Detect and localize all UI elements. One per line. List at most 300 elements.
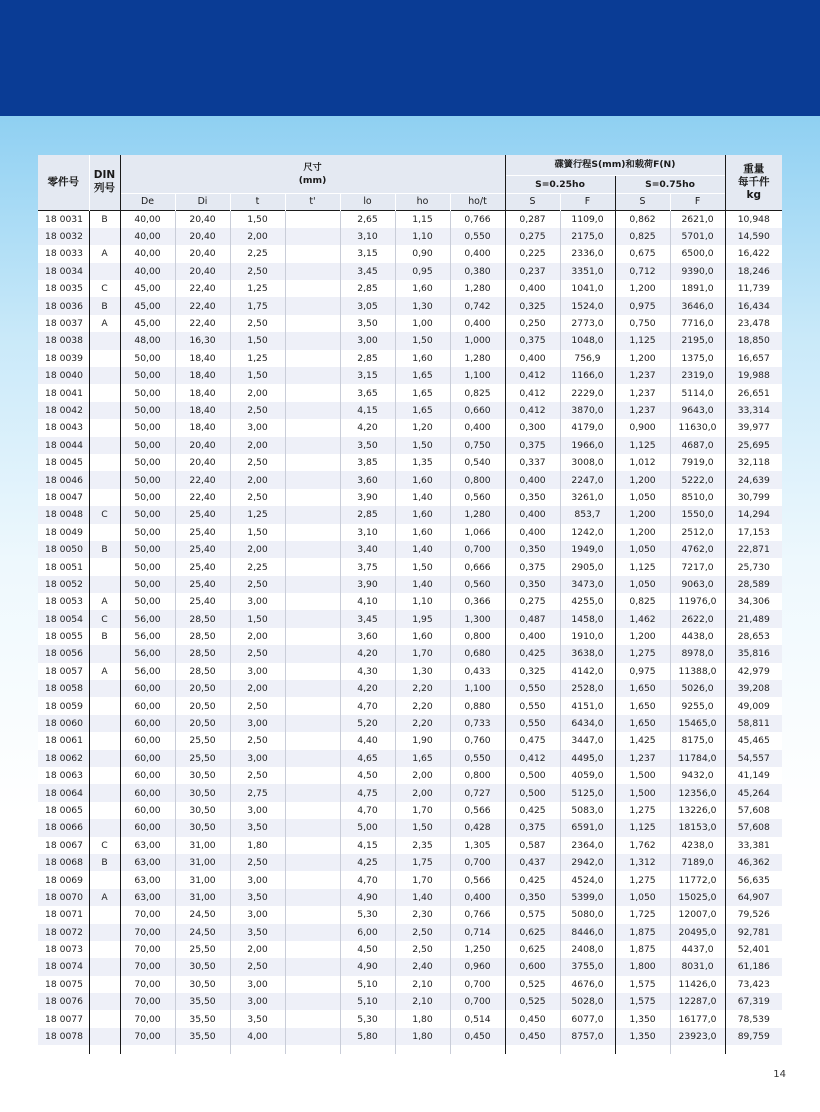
table-row [38, 315, 782, 332]
header-s-025: S=0.25ho [505, 175, 615, 193]
cell-weight: 25,695 [725, 437, 782, 454]
cell-weight: 45,465 [725, 732, 782, 749]
table-row [38, 245, 782, 262]
cell-s2: 1,500 [615, 784, 670, 801]
cell-s1: 0,400 [505, 506, 560, 523]
cell-weight: 57,608 [725, 802, 782, 819]
cell-part-no: 18 0036 [38, 297, 89, 314]
cell-de: 70,00 [120, 924, 175, 941]
cell-de: 40,00 [120, 210, 175, 228]
cell-ho-t: 0,400 [450, 889, 505, 906]
table-row [38, 697, 782, 714]
cell-weight: 23,478 [725, 315, 782, 332]
cell-t: 1,25 [230, 350, 285, 367]
cell-f2: 11630,0 [670, 419, 725, 436]
cell-t-prime [285, 871, 340, 888]
cell-lo: 4,75 [340, 784, 395, 801]
cell-f1: 4676,0 [560, 976, 615, 993]
cell-f2: 15025,0 [670, 889, 725, 906]
cell-de: 63,00 [120, 837, 175, 854]
cell-ho-t: 1,250 [450, 941, 505, 958]
table-row [38, 367, 782, 384]
table-row [38, 854, 782, 871]
cell-ho: 1,60 [395, 506, 450, 523]
cell-ho-t: 0,540 [450, 454, 505, 471]
cell-de: 50,00 [120, 593, 175, 610]
cell-f1: 2364,0 [560, 837, 615, 854]
cell-t-prime [285, 558, 340, 575]
cell-f2: 9390,0 [670, 263, 725, 280]
cell-t: 2,50 [230, 489, 285, 506]
cell-weight: 16,422 [725, 245, 782, 262]
cell-s2: 1,050 [615, 541, 670, 558]
cell-part-no: 18 0074 [38, 958, 89, 975]
cell-din-series: B [89, 210, 120, 228]
cell-weight: 10,948 [725, 210, 782, 228]
cell-weight: 54,557 [725, 750, 782, 767]
col-f2: F [670, 193, 725, 210]
cell-f1: 2408,0 [560, 941, 615, 958]
cell-s1: 0,525 [505, 993, 560, 1010]
cell-di: 25,40 [175, 576, 230, 593]
cell-di: 20,40 [175, 454, 230, 471]
cell-di: 20,40 [175, 437, 230, 454]
cell-din-series [89, 367, 120, 384]
cell-f2: 8510,0 [670, 489, 725, 506]
cell-lo: 4,30 [340, 663, 395, 680]
cell-f2: 18153,0 [670, 819, 725, 836]
cell-s1: 0,350 [505, 889, 560, 906]
cell-s1: 0,325 [505, 663, 560, 680]
cell-s1: 0,350 [505, 489, 560, 506]
cell-din-series [89, 941, 120, 958]
cell-part-no: 18 0042 [38, 402, 89, 419]
col-s1: S [505, 193, 560, 210]
cell-weight: 33,314 [725, 402, 782, 419]
cell-weight: 56,635 [725, 871, 782, 888]
cell-din-series [89, 402, 120, 419]
cell-f2: 2319,0 [670, 367, 725, 384]
cell-s2: 1,800 [615, 958, 670, 975]
cell-s1: 0,587 [505, 837, 560, 854]
cell-lo: 4,20 [340, 645, 395, 662]
cell-di: 18,40 [175, 384, 230, 401]
cell-din-series [89, 524, 120, 541]
cell-s1: 0,550 [505, 680, 560, 697]
cell-part-no: 18 0067 [45, 839, 83, 851]
cell-part-no: 18 0050 [38, 541, 89, 558]
cell-de: 50,00 [120, 402, 175, 419]
cell-part-no: 18 0069 [45, 874, 83, 886]
header-dims-line2: (mm) [298, 174, 327, 186]
filler-cell [38, 1045, 89, 1054]
cell-part-no: 18 0051 [45, 561, 83, 573]
cell-lo: 3,15 [340, 245, 395, 262]
cell-din-series [89, 924, 120, 941]
cell-t: 3,50 [230, 819, 285, 836]
cell-ho: 1,15 [395, 210, 450, 228]
cell-weight: 19,988 [725, 367, 782, 384]
cell-din-series [89, 645, 120, 662]
cell-f2: 2622,0 [670, 610, 725, 627]
cell-f1: 5399,0 [560, 889, 615, 906]
cell-s2: 1,050 [615, 889, 670, 906]
cell-weight: 16,434 [725, 297, 782, 314]
cell-ho-t: 0,400 [450, 419, 505, 436]
cell-f2: 13226,0 [670, 802, 725, 819]
cell-t-prime [285, 1028, 340, 1045]
table-row [38, 576, 782, 593]
cell-part-no: 18 0031 [38, 210, 89, 228]
cell-ho: 2,10 [395, 976, 450, 993]
cell-ho-t: 0,366 [450, 593, 505, 610]
cell-de: 40,00 [120, 228, 175, 245]
cell-lo: 4,10 [340, 593, 395, 610]
header-din-line1: DIN [93, 169, 116, 182]
cell-t: 2,00 [230, 384, 285, 401]
cell-f1: 3008,0 [560, 454, 615, 471]
cell-weight: 26,651 [725, 384, 782, 401]
cell-weight: 79,526 [725, 906, 782, 923]
cell-ho: 2,00 [395, 784, 450, 801]
cell-lo: 4,20 [340, 419, 395, 436]
cell-s1: 0,487 [505, 610, 560, 627]
cell-lo: 5,30 [340, 906, 395, 923]
cell-t: 3,00 [230, 871, 285, 888]
cell-lo: 2,65 [340, 210, 395, 228]
cell-s2: 1,650 [615, 697, 670, 714]
cell-di: 25,40 [175, 558, 230, 575]
cell-weight: 22,871 [725, 541, 782, 558]
cell-ho: 1,60 [395, 628, 450, 645]
cell-ho: 2,20 [395, 715, 450, 732]
cell-f1: 1458,0 [560, 610, 615, 627]
cell-t: 2,50 [230, 958, 285, 975]
cell-t: 2,00 [230, 680, 285, 697]
cell-lo: 3,50 [340, 315, 395, 332]
cell-s1: 0,400 [505, 280, 560, 297]
cell-f2: 8175,0 [670, 732, 725, 749]
cell-ho: 2,40 [395, 958, 450, 975]
cell-t: 1,50 [230, 610, 285, 627]
cell-s2: 1,725 [615, 906, 670, 923]
cell-part-no: 18 0044 [38, 437, 89, 454]
table-row [38, 663, 782, 680]
cell-t: 2,50 [230, 402, 285, 419]
cell-f1: 2905,0 [560, 558, 615, 575]
cell-de: 50,00 [120, 419, 175, 436]
table-row [38, 593, 782, 610]
cell-s1: 0,412 [505, 402, 560, 419]
cell-part-no: 18 0034 [38, 263, 89, 280]
cell-s1: 0,375 [505, 437, 560, 454]
cell-part-no: 18 0043 [45, 422, 83, 434]
cell-t: 2,00 [230, 471, 285, 488]
cell-lo: 2,85 [340, 506, 395, 523]
cell-weight: 33,381 [725, 837, 782, 854]
cell-ho-t: 0,400 [450, 315, 505, 332]
cell-s1: 0,375 [505, 558, 560, 575]
cell-de: 70,00 [120, 941, 175, 958]
cell-ho: 2,50 [395, 924, 450, 941]
cell-s2: 1,875 [615, 941, 670, 958]
cell-ho-t: 0,700 [450, 976, 505, 993]
cell-ho: 2,35 [395, 837, 450, 854]
cell-de: 45,00 [120, 315, 175, 332]
cell-ho-t: 0,566 [450, 871, 505, 888]
cell-f1: 2773,0 [560, 315, 615, 332]
cell-t-prime [285, 541, 340, 558]
cell-din-series [89, 993, 120, 1010]
cell-s2: 1,050 [615, 576, 670, 593]
cell-de: 50,00 [120, 489, 175, 506]
cell-di: 25,50 [175, 732, 230, 749]
table-row [38, 280, 782, 297]
header-din-series [89, 155, 120, 210]
cell-ho-t: 1,305 [450, 837, 505, 854]
cell-di: 22,40 [175, 280, 230, 297]
cell-din-series [89, 697, 120, 714]
cell-lo: 3,15 [340, 367, 395, 384]
cell-lo: 5,00 [340, 819, 395, 836]
cell-de: 60,00 [120, 802, 175, 819]
cell-part-no: 18 0047 [45, 491, 83, 503]
cell-din-series [89, 819, 120, 836]
cell-t: 2,50 [230, 767, 285, 784]
cell-t: 2,50 [230, 263, 285, 280]
cell-s2: 1,200 [615, 350, 670, 367]
cell-lo: 3,50 [340, 437, 395, 454]
cell-t: 2,00 [230, 228, 285, 245]
cell-lo: 5,10 [340, 976, 395, 993]
cell-f2: 12287,0 [670, 993, 725, 1010]
cell-s2: 1,500 [615, 767, 670, 784]
cell-weight: 73,423 [725, 976, 782, 993]
cell-s1: 0,625 [505, 941, 560, 958]
cell-t: 1,75 [230, 297, 285, 314]
table-row [38, 1028, 782, 1045]
cell-s1: 0,425 [505, 645, 560, 662]
cell-de: 60,00 [120, 697, 175, 714]
cell-s2: 1,575 [615, 993, 670, 1010]
cell-weight: 34,306 [725, 593, 782, 610]
cell-s2: 1,200 [615, 471, 670, 488]
cell-lo: 3,10 [340, 524, 395, 541]
cell-t: 3,00 [230, 593, 285, 610]
cell-f1: 5083,0 [560, 802, 615, 819]
cell-t-prime [285, 680, 340, 697]
cell-s1: 0,425 [505, 871, 560, 888]
cell-t: 1,50 [230, 367, 285, 384]
cell-de: 60,00 [120, 784, 175, 801]
cell-ho-t: 0,760 [450, 732, 505, 749]
cell-t-prime [285, 454, 340, 471]
cell-part-no: 18 0038 [38, 332, 89, 349]
cell-t-prime [285, 924, 340, 941]
cell-ho: 1,10 [395, 228, 450, 245]
cell-t-prime [285, 489, 340, 506]
cell-din-series [89, 802, 120, 819]
table-row [38, 471, 782, 488]
cell-ho: 1,10 [395, 593, 450, 610]
filler-cell [395, 1045, 450, 1054]
cell-t-prime [285, 297, 340, 314]
cell-s2: 0,900 [615, 419, 670, 436]
cell-di: 28,50 [175, 663, 230, 680]
cell-din-series: C [89, 610, 120, 627]
col-di: Di [175, 193, 230, 210]
cell-din-series [89, 784, 120, 801]
cell-din-series [89, 715, 120, 732]
cell-lo: 3,60 [340, 628, 395, 645]
cell-f2: 15465,0 [670, 715, 725, 732]
cell-t: 2,00 [230, 437, 285, 454]
cell-t-prime [285, 663, 340, 680]
cell-ho: 1,60 [395, 524, 450, 541]
cell-de: 60,00 [120, 767, 175, 784]
cell-ho: 1,40 [395, 889, 450, 906]
cell-t: 3,00 [230, 976, 285, 993]
cell-di: 30,50 [175, 784, 230, 801]
cell-s2: 1,012 [615, 454, 670, 471]
cell-weight: 28,589 [725, 576, 782, 593]
cell-t-prime [285, 906, 340, 923]
header-din-line2: 列号 [94, 182, 115, 195]
cell-t-prime [285, 384, 340, 401]
cell-din-series [89, 750, 120, 767]
cell-lo: 4,15 [340, 837, 395, 854]
cell-f1: 5028,0 [560, 993, 615, 1010]
cell-f1: 3870,0 [560, 402, 615, 419]
cell-ho: 1,50 [395, 819, 450, 836]
cell-s2: 1,200 [615, 280, 670, 297]
cell-di: 24,50 [175, 906, 230, 923]
cell-weight: 14,294 [725, 506, 782, 523]
cell-s2: 1,200 [615, 628, 670, 645]
cell-ho-t: 0,742 [450, 297, 505, 314]
cell-f1: 6591,0 [560, 819, 615, 836]
cell-part-no: 18 0072 [38, 924, 89, 941]
cell-s2: 1,350 [615, 1010, 670, 1027]
cell-s2: 1,650 [615, 715, 670, 732]
cell-di: 31,00 [175, 871, 230, 888]
cell-part-no: 18 0045 [45, 457, 83, 469]
cell-s2: 1,125 [615, 332, 670, 349]
cell-t: 1,50 [230, 332, 285, 349]
cell-di: 31,00 [175, 854, 230, 871]
cell-lo: 4,40 [340, 732, 395, 749]
cell-f2: 5701,0 [670, 228, 725, 245]
cell-s1: 0,350 [505, 541, 560, 558]
cell-part-no: 18 0053 [45, 596, 83, 608]
cell-lo: 4,25 [340, 854, 395, 871]
cell-part-no: 18 0071 [45, 909, 83, 921]
col-ho: ho [395, 193, 450, 210]
cell-part-no: 18 0033 [45, 248, 83, 260]
cell-ho: 1,80 [395, 1010, 450, 1027]
cell-part-no: 18 0040 [38, 367, 89, 384]
header-travel-load: 碟簧行程S(mm)和载荷F(N) [505, 155, 725, 175]
cell-din-series [89, 558, 120, 575]
cell-di: 28,50 [175, 628, 230, 645]
page-number: 14 [773, 1069, 786, 1080]
cell-f2: 4762,0 [670, 541, 725, 558]
cell-t-prime [285, 506, 340, 523]
cell-di: 25,40 [175, 506, 230, 523]
table-row [38, 628, 782, 645]
cell-lo: 5,10 [340, 993, 395, 1010]
cell-weight: 39,977 [725, 419, 782, 436]
cell-f1: 1966,0 [560, 437, 615, 454]
cell-t-prime [285, 993, 340, 1010]
cell-s2: 0,975 [615, 663, 670, 680]
cell-t: 1,80 [230, 837, 285, 854]
cell-s1: 0,225 [505, 245, 560, 262]
cell-ho-t: 0,800 [450, 471, 505, 488]
cell-part-no: 18 0039 [45, 352, 83, 364]
table-row [38, 297, 782, 314]
cell-de: 63,00 [120, 854, 175, 871]
cell-lo: 3,40 [340, 541, 395, 558]
cell-s1: 0,400 [505, 628, 560, 645]
cell-ho-t: 0,727 [450, 784, 505, 801]
cell-weight: 18,246 [725, 263, 782, 280]
cell-t: 2,00 [230, 541, 285, 558]
cell-ho-t: 0,680 [450, 645, 505, 662]
cell-ho-t: 0,400 [450, 245, 505, 262]
cell-t: 2,50 [230, 645, 285, 662]
cell-f2: 9255,0 [670, 697, 725, 714]
cell-t-prime [285, 750, 340, 767]
cell-ho: 1,35 [395, 454, 450, 471]
cell-s1: 0,450 [505, 1010, 560, 1027]
table-row [38, 732, 782, 749]
cell-lo: 3,45 [340, 263, 395, 280]
cell-lo: 4,20 [340, 680, 395, 697]
cell-f2: 23923,0 [670, 1028, 725, 1045]
cell-lo: 3,65 [340, 384, 395, 401]
cell-di: 25,40 [175, 541, 230, 558]
cell-t: 2,00 [230, 941, 285, 958]
table-row [38, 210, 782, 228]
col-f1: F [560, 193, 615, 210]
cell-t: 1,50 [230, 524, 285, 541]
filler-cell [670, 1045, 725, 1054]
cell-s2: 1,875 [615, 924, 670, 941]
cell-s2: 0,750 [615, 315, 670, 332]
cell-de: 70,00 [120, 906, 175, 923]
cell-di: 20,40 [175, 245, 230, 262]
cell-part-no: 18 0063 [45, 770, 83, 782]
cell-di: 20,40 [175, 263, 230, 280]
cell-de: 60,00 [120, 715, 175, 732]
cell-s1: 0,550 [505, 715, 560, 732]
cell-din-series [89, 454, 120, 471]
cell-part-no: 18 0073 [45, 944, 83, 956]
cell-di: 22,40 [175, 471, 230, 488]
cell-di: 20,50 [175, 715, 230, 732]
cell-ho: 1,60 [395, 471, 450, 488]
cell-ho-t: 0,766 [450, 210, 505, 228]
table-row [38, 750, 782, 767]
cell-t-prime [285, 889, 340, 906]
cell-di: 25,40 [175, 593, 230, 610]
cell-s2: 1,237 [615, 384, 670, 401]
cell-ho-t: 1,066 [450, 524, 505, 541]
cell-de: 56,00 [120, 645, 175, 662]
cell-de: 50,00 [120, 506, 175, 523]
cell-din-series [89, 1028, 120, 1045]
